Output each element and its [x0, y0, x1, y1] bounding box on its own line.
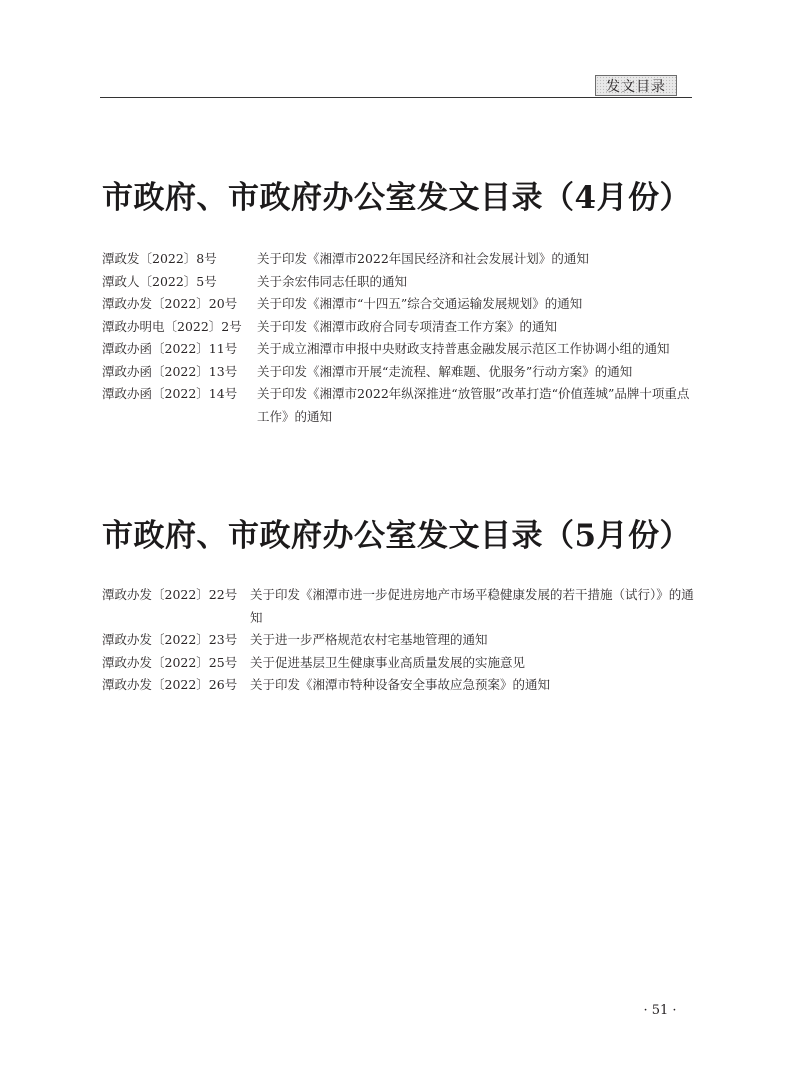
document-title: 关于印发《湘潭市2022年国民经济和社会发展计划》的通知 — [257, 251, 589, 266]
document-title: 关于成立湘潭市申报中央财政支持普惠金融发展示范区工作协调小组的通知 — [257, 341, 670, 356]
may-document-list — [102, 584, 697, 697]
document-number: 潭政办发〔2022〕20号 — [102, 296, 238, 311]
document-title: 关于印发《湘潭市开展“走流程、解难题、优服务”行动方案》的通知 — [257, 363, 633, 379]
list-item — [102, 248, 697, 271]
document-title: 关于印发《湘潭市“十四五”综合交通运输发展规划》的通知 — [257, 296, 583, 311]
list-item — [102, 271, 697, 294]
list-item — [102, 629, 697, 652]
list-item — [102, 316, 697, 339]
list-item — [102, 652, 697, 675]
document-title: 关于印发《湘潭市2022年纵深推进“放管服”改革打造“价值莲城”品牌十项重点工作》的通知 — [257, 386, 690, 424]
document-title: 关于印发《湘潭市政府合同专项清查工作方案》的通知 — [257, 318, 558, 334]
section-tab-label: 发文目录 — [595, 75, 677, 96]
list-item — [102, 584, 697, 629]
document-number: 潭政办函〔2022〕14号 — [102, 386, 238, 401]
document-number: 潭政人〔2022〕5号 — [102, 273, 217, 289]
list-item — [102, 674, 697, 697]
document-title: 关于促进基层卫生健康事业高质量发展的实施意见 — [250, 654, 526, 670]
document-number: 潭政办明电〔2022〕2号 — [102, 318, 242, 334]
april-document-list — [102, 248, 697, 428]
document-number: 潭政办函〔2022〕13号 — [102, 363, 238, 379]
document-title: 关于印发《湘潭市进一步促进房地产市场平稳健康发展的若干措施（试行）》的通知 — [250, 587, 694, 625]
april-section-title: 市政府、市政府办公室发文目录（4月份） — [101, 180, 692, 216]
document-number: 潭政发〔2022〕8号 — [102, 251, 217, 266]
header-rule — [100, 97, 692, 98]
list-item — [102, 361, 697, 384]
document-number: 潭政办发〔2022〕26号 — [102, 677, 238, 692]
document-number: 潭政办函〔2022〕11号 — [102, 341, 238, 356]
may-section-title: 市政府、市政府办公室发文目录（5月份） — [101, 518, 692, 554]
document-title: 关于余宏伟同志任职的通知 — [257, 273, 408, 289]
document-number: 潭政办发〔2022〕22号 — [102, 587, 238, 602]
list-item — [102, 383, 697, 428]
list-item — [102, 293, 697, 316]
document-title: 关于进一步严格规范农村宅基地管理的通知 — [250, 632, 488, 647]
page-number: · 51 · — [643, 1003, 677, 1018]
list-item — [102, 338, 697, 361]
document-number: 潭政办发〔2022〕25号 — [102, 654, 238, 670]
document-title: 关于印发《湘潭市特种设备安全事故应急预案》的通知 — [250, 677, 551, 692]
document-number: 潭政办发〔2022〕23号 — [102, 632, 238, 647]
